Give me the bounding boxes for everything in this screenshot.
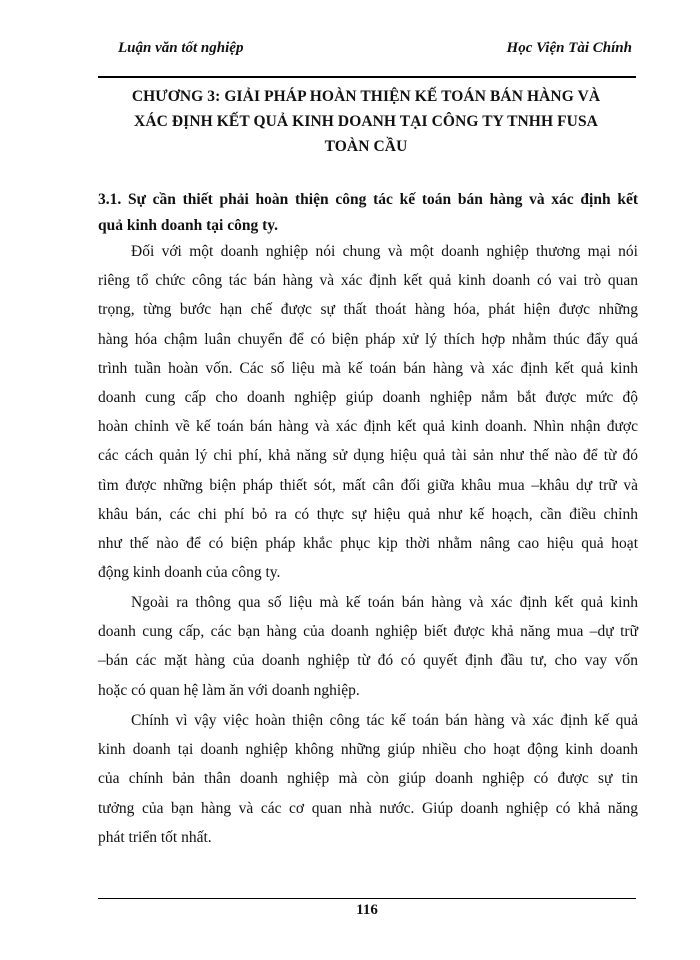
text-line: động kinh doanh của công ty. [98, 564, 281, 582]
section-heading-line: quả kinh doanh tại công ty. [98, 217, 279, 234]
chapter-title-line: CHƯƠNG 3: GIẢI PHÁP HOÀN THIỆN KẾ TOÁN BÁN HÀNG VÀ [131, 88, 601, 105]
paragraph-1 [98, 237, 638, 587]
paragraph-2 [98, 588, 638, 705]
text-line: khâu bán, các chi phí bỏ ra có thực sự hiệu quả như kế hoạch, cần điều chỉnh [98, 505, 638, 523]
page-number: 116 [356, 902, 378, 918]
text-line: hoàn chỉnh về kế toán bán hàng và xác định kết quả kinh doanh. Nhìn nhận được [98, 418, 638, 436]
text-line: tưởng của bạn hàng và các cơ quan nhà nước. Giúp doanh nghiệp có khả năng [98, 799, 638, 817]
text-line: hoặc có quan hệ làm ăn với doanh nghiệp. [98, 681, 360, 699]
text-line: tìm được những biện pháp thiết sót, mất cân đối giữa khâu mua –khâu dự trữ và [98, 476, 638, 494]
text-line: các cách quản lý chi phí, khả năng sử dụng hiệu quả tài sản như thế nào để từ đó [98, 447, 638, 465]
paragraph-3 [98, 706, 638, 852]
text-line: doanh cung cấp cho doanh nghiệp giúp doanh nghiệp nắm bắt được mức độ [98, 389, 638, 407]
text-line: hàng hóa chậm luân chuyển để có biện pháp xử lý thích hợp nhằm thúc đẩy quá [98, 330, 638, 348]
text-line: phát triển tốt nhất. [98, 828, 212, 846]
section-heading [98, 187, 638, 239]
text-line: kinh doanh tại doanh nghiệp không những giúp nhiều cho hoạt động kinh doanh [98, 741, 638, 759]
chapter-title-line: TOÀN CẦU [324, 138, 408, 155]
chapter-title-line: XÁC ĐỊNH KẾT QUẢ KINH DOANH TẠI CÔNG TY TNHH FUSA [134, 113, 598, 130]
text-line: như thế nào để có biện pháp khắc phục kịp thời nhằm nâng cao hiệu quả hoạt [98, 535, 638, 553]
text-line: Chính vì vậy việc hoàn thiện công tác kế toán bán hàng và xác định kế quả [131, 712, 638, 729]
text-line: doanh cung cấp, các bạn hàng của doanh nghiệp biết được khả năng mua –dự trữ [98, 623, 638, 641]
text-line: riêng tổ chức công tác bán hàng và xác định kết quả kinh doanh có vai trò quan [98, 272, 638, 290]
footer-divider [98, 898, 636, 899]
text-line: Đối với một doanh nghiệp nói chung và một doanh nghiệp thương mại nói [131, 243, 638, 260]
text-line: –bán các mặt hàng của doanh nghiệp từ đó có quyết định đầu tư, cho vay vốn [98, 652, 638, 670]
text-line: trọng, từng bước hạn chế được sự thất thoát hàng hóa, phát hiện được những [98, 301, 638, 319]
header-thesis-label: Luận văn tốt nghiệp [118, 40, 244, 56]
chapter-title [96, 84, 636, 159]
header-institution-label: Học Viện Tài Chính [506, 40, 632, 56]
page-header [96, 40, 636, 62]
text-line: của chính bản thân doanh nghiệp mà còn giúp doanh nghiệp có được sự tin [98, 770, 638, 788]
section-heading-line: 3.1. Sự cần thiết phải hoàn thiện công tác kế toán bán hàng và xác định kết [98, 191, 638, 208]
text-line: Ngoài ra thông qua số liệu mà kế toán bán hàng và xác định kết quả kinh [131, 594, 638, 611]
text-line: trình tuần hoàn vốn. Các số liệu mà kế toán bán hàng và xác định kết quả kinh [98, 359, 638, 377]
header-divider [98, 76, 636, 78]
